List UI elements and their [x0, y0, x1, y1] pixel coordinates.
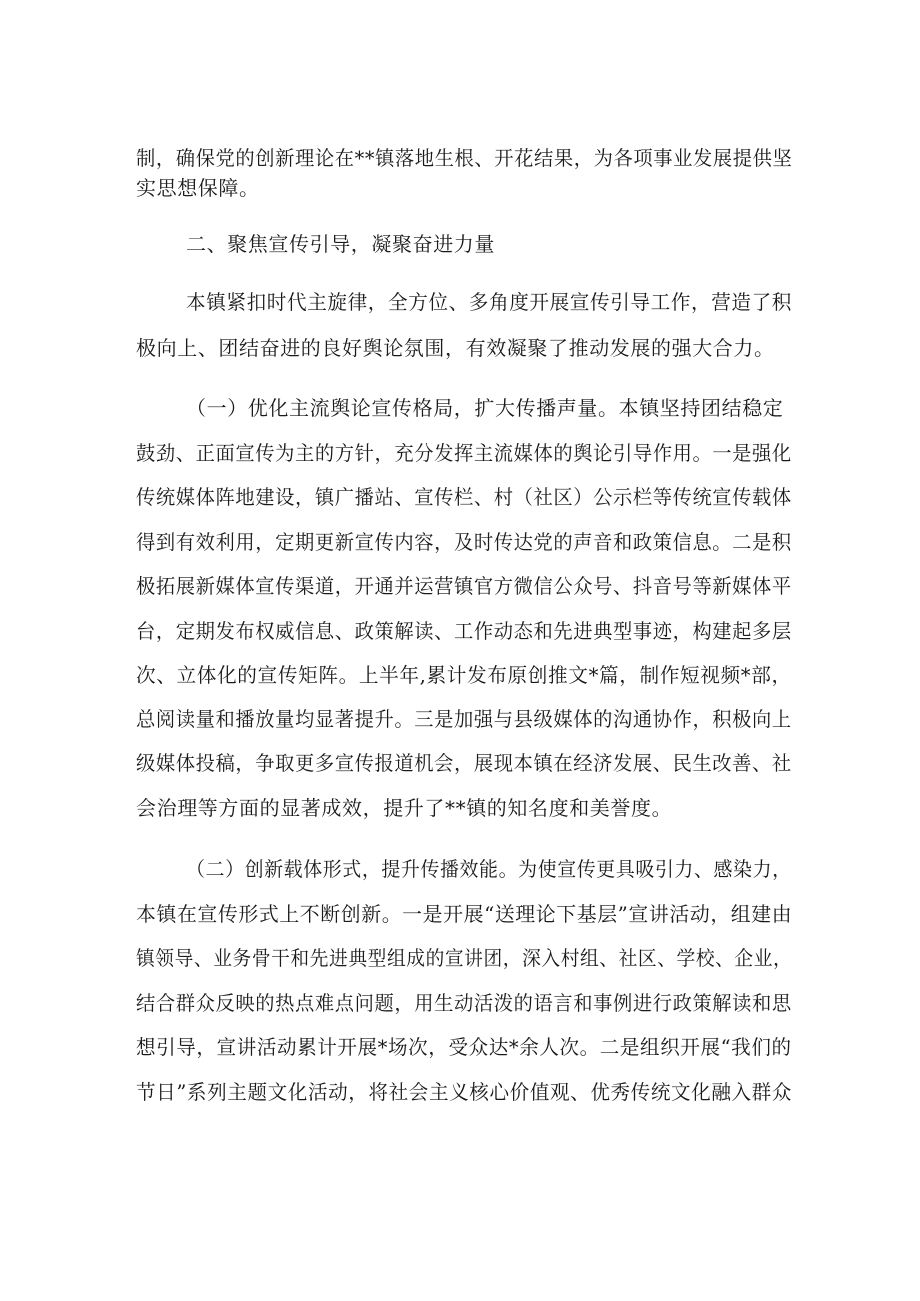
- body-line: 总阅读量和播放量均显著提升。三是加强与县级媒体的沟通协作，积极向上: [136, 707, 792, 731]
- body-line: 本镇在宣传形式上不断创新。一是开展“送理论下基层”宣讲活动，组建由: [136, 902, 793, 926]
- body-line: 台，定期发布权威信息、政策解读、工作动态和先进典型事迹，构建起多层: [136, 619, 792, 643]
- body-line: 极拓展新媒体宣传渠道，开通并运营镇官方微信公众号、抖音号等新媒体平: [136, 574, 792, 598]
- body-line: 本镇紧扣时代主旋律，全方位、多角度开展宣传引导工作，营造了积: [186, 290, 793, 314]
- body-line: 结合群众反映的热点难点问题，用生动活泼的语言和事例进行政策解读和思: [136, 991, 792, 1015]
- body-line: 传统媒体阵地建设，镇广播站、宣传栏、村（社区）公示栏等传统宣传载体: [136, 485, 792, 509]
- body-line: 鼓劲、正面宣传为主的方针，充分发挥主流媒体的舆论引导作用。一是强化: [136, 441, 792, 465]
- body-line: 级媒体投稿，争取更多宣传报道机会，展现本镇在经济发展、民生改善、社: [136, 751, 792, 775]
- body-line: 次、立体化的宣传矩阵。上半年,累计发布原创推文*篇，制作短视频*部，: [136, 663, 792, 687]
- body-line: （二）创新载体形式，提升传播效能。为使宣传更具吸引力、感染力，: [186, 857, 792, 881]
- body-line: 极向上、团结奋进的良好舆论氛围，有效凝聚了推动发展的强大合力。: [136, 336, 775, 360]
- body-line: 节日”系列主题文化活动，将社会主义核心价值观、优秀传统文化融入群众: [136, 1080, 793, 1104]
- body-line: 实思想保障。: [136, 176, 260, 200]
- body-line: 会治理等方面的显著成效，提升了**镇的知名度和美誉度。: [136, 796, 673, 820]
- body-line: （一）优化主流舆论宣传格局，扩大传播声量。本镇坚持团结稳定: [186, 396, 784, 420]
- body-line: 镇领导、业务骨干和先进典型组成的宣讲团，深入村组、社区、学校、企业，: [136, 946, 793, 970]
- body-line: 得到有效利用，定期更新宣传内容，及时传达党的声音和政策信息。二是积: [136, 530, 792, 554]
- section-heading: 二、聚焦宣传引导，凝聚奋进力量: [186, 232, 495, 256]
- body-line: 想引导，宣讲活动累计开展*场次，受众达*余人次。二是组织开展“我们的: [136, 1035, 792, 1059]
- body-line: 制，确保党的创新理论在**镇落地生根、开花结果，为各项事业发展提供坚: [136, 146, 793, 170]
